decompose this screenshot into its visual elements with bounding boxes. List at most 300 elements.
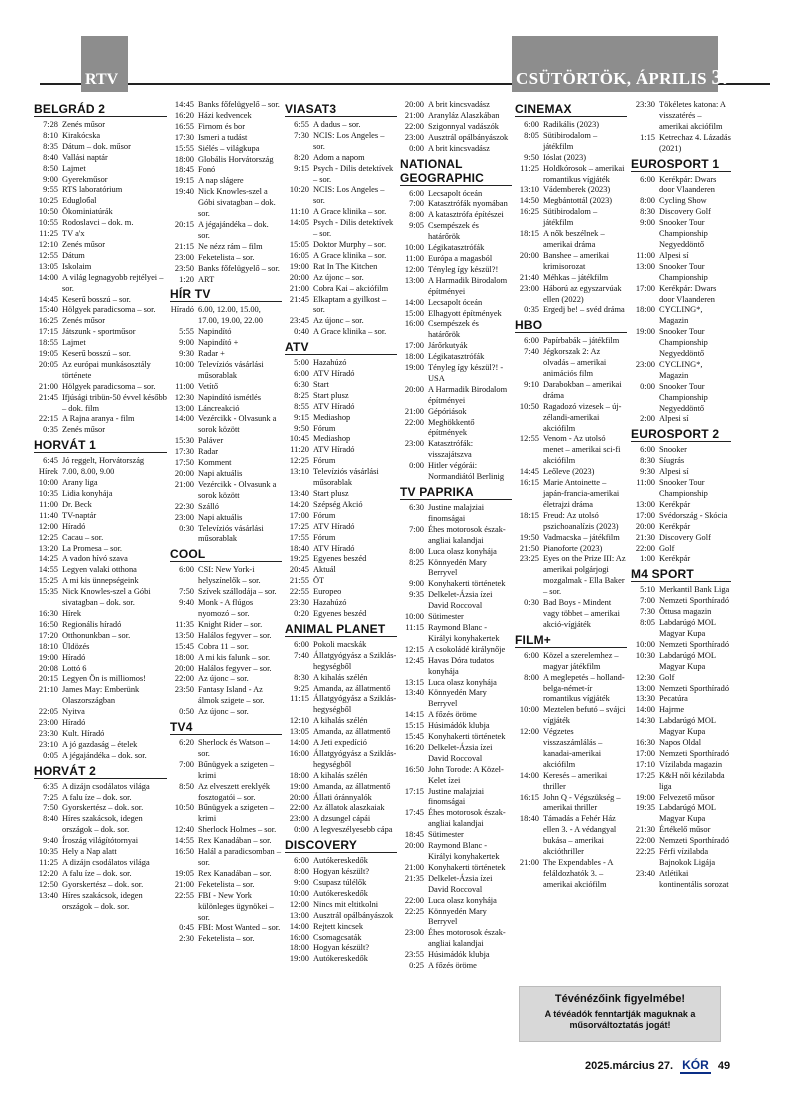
program-time: 22:25 bbox=[635, 847, 655, 857]
program-time: 12:20 bbox=[38, 868, 58, 878]
program-time: 18:00 bbox=[635, 305, 655, 315]
program-time: 22:25 bbox=[404, 906, 424, 916]
program-time: 9:30 bbox=[179, 349, 194, 359]
program-time: 14:00 bbox=[289, 738, 309, 748]
program-title: A nők beszélnek – amerikai dráma bbox=[543, 229, 605, 249]
program-time: 9:15 bbox=[294, 163, 309, 173]
program-title: Snooker Tour Championship bbox=[659, 478, 708, 498]
program-title: Gyorskertész – dok. sor. bbox=[62, 879, 144, 889]
program-title: Labdarúgó MOL Magyar Kupa bbox=[659, 618, 716, 638]
program-title: Ergedj be! – svéd dráma bbox=[543, 305, 625, 315]
program-row bbox=[285, 207, 397, 218]
column-4 bbox=[400, 100, 512, 972]
program-row bbox=[170, 803, 282, 825]
program-time: 13:00 bbox=[635, 683, 655, 693]
program-title: Sütimester bbox=[428, 830, 464, 840]
program-row bbox=[285, 933, 397, 944]
program-row bbox=[400, 525, 512, 547]
program-time: 17:30 bbox=[174, 447, 194, 457]
program-time: 10:45 bbox=[289, 434, 309, 444]
program-title: Start plusz bbox=[313, 390, 349, 400]
program-title: Feketelista – sor. bbox=[198, 934, 255, 944]
program-time: 17:00 bbox=[404, 341, 424, 351]
program-row bbox=[170, 100, 282, 111]
program-row bbox=[400, 547, 512, 558]
program-row bbox=[170, 187, 282, 220]
program-time: 13:10 bbox=[289, 467, 309, 477]
program-title: Start plusz bbox=[313, 489, 349, 498]
program-title: Pecatúra bbox=[659, 694, 688, 704]
program-title: Bad Boys - Mindent vagy többet – amerikai akció-vígjáték bbox=[543, 598, 620, 629]
column-2 bbox=[170, 100, 282, 945]
program-row bbox=[515, 207, 627, 229]
program-row bbox=[400, 808, 512, 830]
program-row bbox=[34, 229, 167, 240]
program-title: Lottó 6 bbox=[62, 663, 87, 673]
program-title: Snooker Tour Championship Negyeddöntő bbox=[659, 327, 708, 359]
program-row bbox=[170, 923, 282, 934]
program-title: Banshee – amerikai krimisorozat bbox=[543, 250, 610, 271]
program-title: Nemzeti Sporthíradó bbox=[659, 748, 730, 758]
program-title: ATV Híradó bbox=[313, 521, 355, 531]
program-title: Halál a paradicsomban – sor. bbox=[198, 847, 282, 867]
program-time: 10:00 bbox=[404, 612, 424, 622]
program-title: Siélés – világkupa bbox=[198, 143, 260, 153]
program-time: 11:25 bbox=[39, 858, 58, 867]
program-title: Vadmacska – játékfilm bbox=[543, 532, 620, 542]
program-row bbox=[631, 533, 731, 544]
program-row bbox=[515, 793, 627, 815]
program-title: Csomagcsaták bbox=[313, 932, 362, 942]
program-time: 14:00 bbox=[174, 414, 194, 424]
program-row bbox=[34, 478, 167, 489]
program-time: 14:50 bbox=[519, 196, 539, 206]
program-time: 11:00 bbox=[405, 253, 424, 263]
program-title: Elhagyott építmények bbox=[428, 308, 502, 318]
program-row bbox=[285, 878, 397, 889]
program-row bbox=[34, 565, 167, 576]
program-title: Kerékpár: Dwars door Vlaanderen bbox=[659, 174, 717, 195]
program-row bbox=[34, 751, 167, 762]
program-title: Könnyedén Mary Berryvel bbox=[428, 557, 487, 578]
program-row bbox=[631, 793, 731, 804]
program-time: 0:25 bbox=[409, 961, 424, 971]
program-row bbox=[34, 685, 167, 707]
program-row bbox=[34, 131, 167, 142]
program-row bbox=[285, 900, 397, 911]
program-time: 7:40 bbox=[294, 650, 309, 660]
program-title: Amanda, az állatmentő bbox=[313, 727, 391, 737]
program-time: 11:40 bbox=[39, 510, 58, 520]
program-title: Híradó bbox=[62, 652, 86, 662]
program-row bbox=[631, 738, 731, 749]
program-title: Sütibirodalom – játékfilm bbox=[543, 130, 598, 151]
program-row bbox=[34, 295, 167, 306]
program-title: Keresés – amerikai thriller bbox=[543, 770, 608, 791]
program-time: 7:30 bbox=[640, 607, 655, 617]
program-title: A főzés öröme bbox=[428, 710, 477, 720]
program-time: 13:15 bbox=[404, 677, 424, 687]
program-row bbox=[285, 369, 397, 380]
program-time: 21:00 bbox=[404, 110, 424, 120]
program-title: Zenés műsor bbox=[62, 316, 106, 326]
program-row bbox=[285, 684, 397, 695]
program-time: 0:00 bbox=[409, 461, 424, 471]
program-time: 8:50 bbox=[179, 781, 194, 791]
program-title: A brit kincsvadász bbox=[428, 100, 490, 109]
program-time: 19:15 bbox=[174, 176, 194, 186]
program-title: Discovery Golf bbox=[659, 532, 711, 542]
program-time: 22:00 bbox=[635, 543, 655, 553]
program-row bbox=[285, 456, 397, 467]
program-title: Közel a szerelemhez – magyar játékfilm bbox=[543, 650, 619, 671]
program-time: 8:00 bbox=[524, 672, 539, 682]
program-time: 13:40 bbox=[38, 890, 58, 900]
program-time: 21:15 bbox=[174, 241, 194, 251]
program-row bbox=[34, 847, 167, 858]
program-title: Amanda, az állatmentő bbox=[313, 781, 391, 791]
program-title: Delkelet-Ázsia ízei David Roccoval bbox=[428, 590, 493, 611]
channel-name: NATIONAL GEOGRAPHIC bbox=[400, 157, 512, 186]
program-title: Adom a napom bbox=[313, 152, 365, 162]
program-row bbox=[400, 298, 512, 309]
program-row bbox=[400, 133, 512, 144]
program-title: A Harmadik Birodalom építményei bbox=[428, 275, 508, 296]
program-row bbox=[34, 414, 167, 425]
program-row bbox=[515, 120, 627, 131]
program-row bbox=[285, 391, 397, 402]
program-title: Rat In The Kitchen bbox=[313, 261, 378, 271]
program-title: Meztelen befutó – svájci vígjáték bbox=[543, 705, 626, 726]
program-row bbox=[170, 674, 282, 685]
program-title: Arany liga bbox=[62, 478, 98, 488]
program-title: Jó reggelt, Horvátország bbox=[62, 456, 145, 466]
program-time: 14:05 bbox=[289, 218, 309, 228]
program-row bbox=[631, 771, 731, 793]
program-title: Járőrkutyák bbox=[428, 341, 468, 351]
program-row bbox=[631, 596, 731, 607]
program-time: 13:40 bbox=[404, 688, 424, 698]
program-title: ATV Híradó bbox=[313, 445, 355, 455]
program-row bbox=[631, 640, 731, 651]
program-time: 19:00 bbox=[289, 261, 309, 271]
program-time: 7:28 bbox=[43, 120, 58, 129]
program-time: 18:10 bbox=[38, 641, 58, 651]
program-row bbox=[285, 316, 397, 327]
program-title: Vezércikk - Olvasunk a sorok között bbox=[198, 479, 277, 500]
program-time: 10:55 bbox=[38, 218, 58, 228]
channel-name: EUROSPORT 2 bbox=[631, 427, 731, 442]
program-row bbox=[170, 242, 282, 253]
program-row bbox=[631, 500, 731, 511]
program-title: A falu íze – dok. sor. bbox=[62, 792, 132, 802]
program-row bbox=[285, 511, 397, 522]
program-time: 2:00 bbox=[640, 414, 655, 424]
program-title: Svédország - Skócia bbox=[659, 510, 728, 520]
program-title: Autókereskedők bbox=[313, 954, 368, 964]
program-time: 14:55 bbox=[38, 565, 58, 575]
program-title: Zenés műsor bbox=[62, 425, 106, 435]
program-row bbox=[631, 705, 731, 716]
program-time: 10:20 bbox=[289, 185, 309, 195]
program-row bbox=[34, 609, 167, 620]
program-row bbox=[631, 445, 731, 456]
program-row bbox=[515, 544, 627, 555]
program-row bbox=[631, 554, 731, 565]
program-title: A Grace klinika – sor. bbox=[313, 250, 387, 260]
program-title: Mediashop bbox=[313, 412, 351, 422]
program-row bbox=[631, 836, 731, 847]
program-title: A Grace klinika – sor. bbox=[313, 207, 387, 217]
column-3 bbox=[285, 100, 397, 965]
program-time: 7:50 bbox=[179, 587, 194, 597]
program-row bbox=[515, 380, 627, 402]
program-time: 16:00 bbox=[289, 932, 309, 942]
program-time: 23:00 bbox=[289, 814, 309, 824]
program-title: Konyhakerti történetek bbox=[428, 862, 506, 872]
program-row bbox=[631, 456, 731, 467]
program-title: James May: Emberünk Olaszországban bbox=[62, 685, 140, 706]
program-title: Vízilabda magazin bbox=[659, 759, 723, 769]
program-row bbox=[285, 889, 397, 900]
program-title: A vadon hívó szava bbox=[62, 554, 128, 564]
program-title: TV a'x bbox=[62, 229, 85, 239]
program-row bbox=[34, 489, 167, 500]
program-time: 20:00 bbox=[289, 272, 309, 282]
program-title: Férfi vízilabda Bajnokok Ligája bbox=[659, 847, 716, 867]
program-row bbox=[631, 207, 731, 218]
program-title: Nemzeti Sporthíradó bbox=[659, 639, 730, 649]
program-time: 13:05 bbox=[289, 727, 309, 737]
program-title: Lecsapolt óceán bbox=[428, 188, 483, 198]
program-time: 12:30 bbox=[174, 392, 194, 402]
program-title: Nemzeti Sporthíradó bbox=[659, 836, 730, 846]
program-time: 8:00 bbox=[409, 210, 424, 220]
program-row bbox=[515, 554, 627, 598]
program-title: A főzés öröme bbox=[428, 961, 477, 971]
program-time: 9:30 bbox=[640, 467, 655, 477]
program-time: 9:40 bbox=[179, 598, 194, 608]
program-title: Marie Antoinette – japán-francia-amerikai életrajzi dráma bbox=[543, 478, 620, 509]
program-row bbox=[170, 469, 282, 480]
program-time: 10:30 bbox=[635, 650, 655, 660]
program-title: Híradó bbox=[62, 718, 86, 728]
program-time: 13:50 bbox=[174, 630, 194, 640]
program-row bbox=[285, 771, 397, 782]
program-row bbox=[400, 276, 512, 298]
program-title: Alpesi sí bbox=[659, 414, 689, 424]
program-title: Amanda, az állatmentő bbox=[313, 683, 391, 693]
program-row bbox=[285, 120, 397, 131]
program-title: Fonó bbox=[198, 165, 216, 175]
program-time: 1:00 bbox=[640, 554, 655, 564]
program-row bbox=[631, 673, 731, 684]
program-row bbox=[285, 413, 397, 424]
day-label bbox=[516, 65, 728, 90]
program-row bbox=[34, 718, 167, 729]
program-row bbox=[34, 554, 167, 565]
program-title: Delkelet-Ázsia ízei David Roccoval bbox=[428, 742, 493, 763]
program-title: Ketrechaz 4. Lázadás (2021) bbox=[659, 132, 731, 153]
program-row bbox=[631, 305, 731, 327]
program-title: Merkantil Bank Liga bbox=[659, 585, 730, 595]
program-title: Alpesi sí bbox=[659, 467, 689, 477]
program-title: Napos Oldal bbox=[659, 738, 702, 748]
program-row bbox=[170, 382, 282, 393]
program-time: 14:45 bbox=[38, 294, 58, 304]
program-row bbox=[285, 445, 397, 456]
program-row bbox=[285, 327, 397, 338]
program-time: 17:30 bbox=[174, 132, 194, 142]
program-row bbox=[170, 934, 282, 945]
section-label: RTV bbox=[85, 71, 119, 88]
program-title: La Promesa – sor. bbox=[62, 543, 123, 553]
program-title: Holdkórosok – amerikai romantikus vígjáték bbox=[543, 163, 625, 184]
program-row bbox=[34, 642, 167, 653]
program-title: Luca olasz konyhája bbox=[428, 895, 497, 905]
program-time: 0:00 bbox=[294, 825, 309, 835]
program-time: 12:55 bbox=[38, 250, 58, 260]
program-title: Doktor Murphy – sor. bbox=[313, 239, 387, 249]
program-title: Hitler végórái: Normandiától Berlinig bbox=[428, 461, 505, 482]
program-row bbox=[34, 196, 167, 207]
program-time: 2:30 bbox=[179, 934, 194, 944]
program-row bbox=[170, 891, 282, 924]
program-title: ART bbox=[198, 274, 215, 284]
program-time: 18:00 bbox=[404, 352, 424, 362]
program-time: 11:00 bbox=[175, 381, 194, 391]
program-row bbox=[631, 175, 731, 197]
column-1 bbox=[34, 100, 167, 913]
channel-name: CINEMAX bbox=[515, 102, 627, 117]
program-time: 19:50 bbox=[519, 532, 539, 542]
program-title: Katasztrófák: visszajátszva bbox=[428, 439, 474, 460]
program-time: 7:30 bbox=[294, 130, 309, 140]
program-row bbox=[34, 664, 167, 675]
program-row bbox=[515, 858, 627, 891]
program-title: Öttusa magazin bbox=[659, 607, 712, 617]
program-time: 21:40 bbox=[519, 272, 539, 282]
program-time: 20:15 bbox=[174, 219, 194, 229]
program-time: 6:00 bbox=[524, 336, 539, 346]
program-time: 22:00 bbox=[289, 803, 309, 813]
program-time: 20:00 bbox=[404, 100, 424, 109]
program-row bbox=[34, 467, 167, 478]
program-row bbox=[631, 607, 731, 618]
program-title: Mediashop bbox=[313, 434, 351, 444]
program-title: Egyenes beszéd bbox=[313, 608, 367, 618]
program-time: 20:00 bbox=[519, 250, 539, 260]
program-time: 22:00 bbox=[404, 895, 424, 905]
program-title: NCIS: Los Angeles – sor. bbox=[313, 130, 385, 151]
program-row bbox=[170, 598, 282, 620]
program-time: 11:15 bbox=[405, 622, 424, 632]
program-time: 0:30 bbox=[524, 598, 539, 608]
program-time: 10:00 bbox=[635, 639, 655, 649]
program-time: 0:50 bbox=[179, 707, 194, 717]
program-row bbox=[34, 218, 167, 229]
program-title: Snooker bbox=[659, 445, 687, 455]
program-row bbox=[400, 907, 512, 929]
program-row bbox=[34, 262, 167, 273]
program-row bbox=[400, 688, 512, 710]
channel-name: ATV bbox=[285, 340, 397, 355]
program-row bbox=[515, 153, 627, 164]
program-row bbox=[631, 327, 731, 360]
program-row bbox=[170, 707, 282, 718]
program-title: Hajrme bbox=[659, 705, 685, 715]
program-title: ÖT bbox=[313, 576, 325, 586]
program-row bbox=[285, 218, 397, 240]
program-row bbox=[285, 240, 397, 251]
program-row bbox=[515, 511, 627, 533]
program-row bbox=[515, 131, 627, 153]
program-time: 23:40 bbox=[635, 868, 655, 878]
program-title: Sütimester bbox=[428, 612, 464, 622]
program-title: Kult. Híradó bbox=[62, 728, 105, 738]
program-title: Zenés műsor bbox=[62, 120, 106, 129]
program-row bbox=[631, 585, 731, 596]
program-time: 21:55 bbox=[289, 576, 309, 586]
program-time: 20:00 bbox=[635, 521, 655, 531]
program-time: 19:40 bbox=[174, 187, 194, 197]
program-row bbox=[400, 265, 512, 276]
program-title: Támadás a Fehér Ház ellen 3. - A védangyal bukása – amerikai akcióthriller bbox=[543, 814, 617, 857]
program-time: 21:45 bbox=[38, 392, 58, 402]
program-row bbox=[34, 175, 167, 186]
program-time: 22:55 bbox=[289, 587, 309, 597]
program-row bbox=[285, 522, 397, 533]
program-time: 18:00 bbox=[174, 154, 194, 164]
program-row bbox=[34, 338, 167, 349]
program-time: 9:50 bbox=[524, 152, 539, 162]
program-title: Kerékpár: Dwars door Vlaanderen bbox=[659, 283, 717, 304]
program-row bbox=[631, 694, 731, 705]
program-title: Radikális (2023) bbox=[543, 120, 600, 129]
program-title: John Q - Végszükség – amerikai thriller bbox=[543, 792, 621, 813]
program-time: 13:00 bbox=[635, 261, 655, 271]
program-time: 0:05 bbox=[43, 750, 58, 760]
program-time: 14:00 bbox=[404, 297, 424, 307]
program-time: 21:45 bbox=[289, 294, 309, 304]
program-row bbox=[515, 251, 627, 273]
program-time: 16:55 bbox=[174, 121, 194, 131]
program-time: 12:00 bbox=[289, 899, 309, 909]
program-time: 9:50 bbox=[294, 423, 309, 433]
program-time: 23:00 bbox=[38, 718, 58, 728]
program-row bbox=[170, 360, 282, 382]
program-time: 6:00 bbox=[179, 565, 194, 575]
program-row bbox=[400, 309, 512, 320]
program-time: 6:30 bbox=[294, 379, 309, 389]
program-time: 17:20 bbox=[38, 630, 58, 640]
program-title: Üldözés bbox=[62, 641, 90, 651]
channel-section bbox=[631, 157, 731, 426]
program-time: 13:05 bbox=[38, 261, 58, 271]
program-row bbox=[631, 749, 731, 760]
program-row bbox=[515, 164, 627, 186]
program-row bbox=[515, 402, 627, 435]
day-number: 3. bbox=[711, 65, 728, 89]
channel-section bbox=[34, 764, 167, 913]
program-title: Ökominiatúrák bbox=[62, 207, 113, 217]
program-title: Szálló bbox=[198, 501, 219, 511]
program-row bbox=[285, 358, 397, 369]
program-row bbox=[515, 185, 627, 196]
program-time: 9:00 bbox=[640, 218, 655, 228]
program-row bbox=[631, 284, 731, 306]
program-time: 14:55 bbox=[174, 836, 194, 846]
